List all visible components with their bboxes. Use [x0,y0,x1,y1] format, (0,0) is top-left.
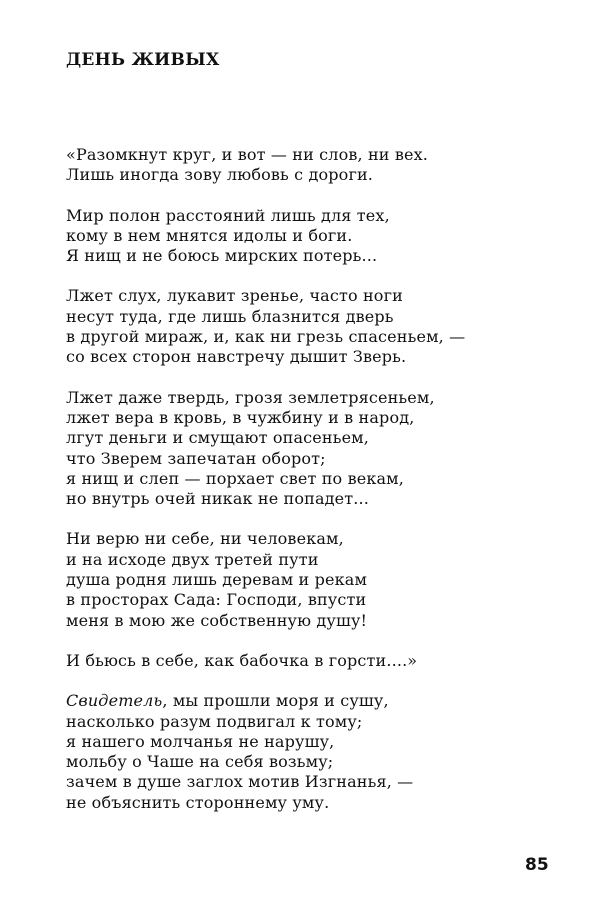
poem-line: и на исходе двух третей пути [66,549,319,569]
poem-line: И бьюсь в себе, как бабочка в горсти....» [66,650,418,670]
stanza-5 [66,529,566,630]
poem-title: ДЕНЬ ЖИВЫХ [66,50,220,70]
poem-line: но внутрь очей никак не попадет... [66,489,369,509]
line-rest: , мы прошли моря и сушу, [162,691,389,711]
poem-line: кому в нем мнятся идолы и боги. [66,225,353,245]
poem-line: Лишь иногда зову любовь с дороги. [66,165,374,185]
poem-line: несут туда, где лишь блазнится дверь [66,306,394,326]
stanza-7 [66,691,566,813]
poem-line: душа родня лишь деревам и рекам [66,570,368,590]
poem-line: мольбу о Чаше на себя возьму; [66,752,334,772]
poem-line: лгут деньги и смущают опасеньем, [66,428,370,448]
stanza-2 [66,206,566,267]
stanza-4 [66,388,566,510]
poem-line: со всех сторон навстречу дышит Зверь. [66,347,407,367]
poem-line: Я нищ и не боюсь мирских потерь... [66,246,378,266]
poem-line: «Разомкнут круг, и вот — ни слов, ни вех. [66,145,429,164]
poem-line: насколько разум подвигал к тому; [66,711,363,731]
poem-line: в просторах Сада: Господи, впусти [66,590,367,610]
poem-line: я нищ и слеп — порхает свет по векам, [66,468,405,488]
poem-line [66,691,566,711]
stanza-3 [66,286,566,367]
poem-line: в другой мираж, и, как ни грезь спасеньем, — [66,327,466,347]
poem-line: Лжет даже твердь, грозя землетрясеньем, [66,387,435,407]
stanza-6 [66,651,566,671]
italic-word: Свидетель [66,691,163,711]
poem-line: Ни верю ни себе, ни человекам, [66,529,344,549]
poem-line: я нашего молчанья не нарушу, [66,731,335,751]
page-number: 85 [525,855,549,875]
poem-line: что Зверем запечатан оборот; [66,448,326,468]
poem-line: меня в мою же собственную душу! [66,610,368,630]
poem-line: лжет вера в кровь, в чужбину и в народ, [66,407,415,427]
poem-line: Лжет слух, лукавит зренье, часто ноги [66,286,403,306]
poem-line: не объяснить стороннему уму. [66,792,330,812]
poem-line: Мир полон расстояний лишь для тех, [66,205,390,225]
poem-line: зачем в душе заглох мотив Изгнанья, — [66,772,414,792]
poem-body [66,145,566,833]
stanza-1 [66,145,566,186]
